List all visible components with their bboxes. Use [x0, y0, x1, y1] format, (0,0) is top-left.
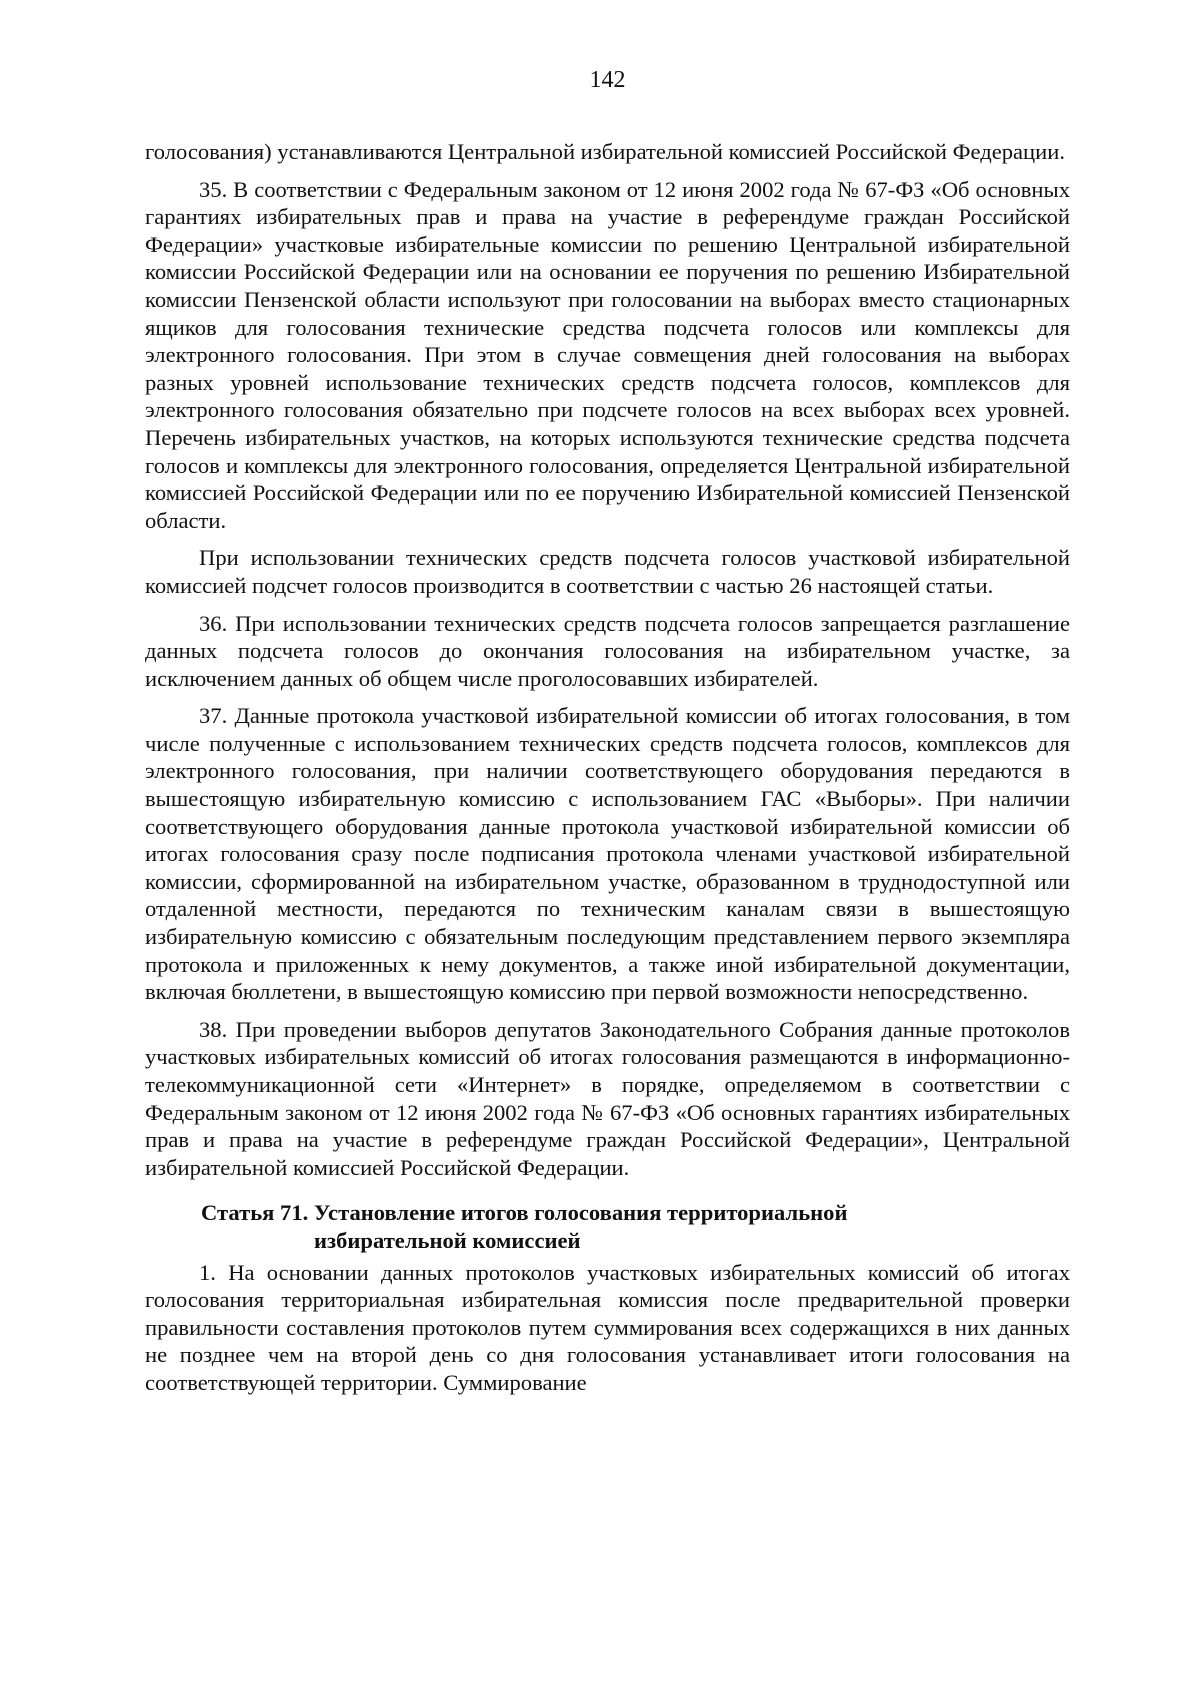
paragraph-continuation: голосования) устанавливаются Центральной избирательной комиссией Российской Федерации. [145, 139, 1065, 164]
paragraph-37: 37. Данные протокола участковой избирательной комиссии об итогах голосования, в том числе полученные с использованием технических средств подсчета голосов, комплексов для электронного голосования, при наличии соответствующего оборудования передаются в вышестоящую избирательную комиссию с использованием ГАС «Выборы». При наличии соответствующего оборудования данные протокола участковой избирательной комиссии об итогах голосования сразу после подписания протокола членами участковой избирательной комиссии, сформированной на избирательном участке, образованном в труднодоступной или отдаленной местности, передаются по техническим каналам связи в вышестоящую избирательную комиссию с обязательным последующим представлением первого экземпляра протокола и приложенных к нему документов, а также иной избирательной документации, включая бюллетени, в вышестоящую комиссию при первой возможности непосредственно. [145, 703, 1070, 1005]
paragraph-38: 38. При проведении выборов депутатов Законодательного Собрания данные протоколов участковых избирательных комиссий об итогах голосования размещаются в информационно-телекоммуникационной сети «Интернет» в порядке, определяемом в соответствии с Федеральным законом от 12 июня 2002 года № 67-ФЗ «Об основных гарантиях избирательных прав и права на участие в референдуме граждан Российской Федерации», Центральной избирательной комиссией Российской Федерации. [145, 1016, 1070, 1180]
paragraph-35-part-2: При использовании технических средств подсчета голосов участковой избирательной комиссией подсчет голосов производится в соответствии с частью 26 настоящей статьи. [145, 545, 1070, 598]
paragraph-35: 35. В соответствии с Федеральным законом от 12 июня 2002 года № 67-ФЗ «Об основных гарантиях избирательных прав и права на участие в референдуме граждан Российской Федерации» участковые избирательные комиссии по решению Центральной избирательной комиссии Российской Федерации или на основании ее поручения по решению Избирательной комиссии Пензенской области используют при голосовании на выборах вместо стационарных ящиков для голосования технические средства подсчета голосов или комплексы для электронного голосования. При этом в случае совмещения дней голосования на выборах разных уровней использование технических средств подсчета голосов, комплексов для электронного голосования обязательно при подсчете голосов на всех выборах всех уровней. Перечень избирательных участков, на которых используются технические средства подсчета голосов и комплексы для электронного голосования, определяется Центральной избирательной комиссией Российской Федерации или по ее поручению Избирательной комиссией Пензенской области. [145, 176, 1070, 533]
article-heading-line1: Статья 71. Установление итогов голосования территориальной [201, 1200, 848, 1226]
paragraph-36: 36. При использовании технических средств подсчета голосов запрещается разглашение данных подсчета голосов до окончания голосования на избирательном участке, за исключением данных об общем числе проголосовавших избирателей. [145, 610, 1070, 691]
article-paragraph-1: 1. На основании данных протоколов участковых избирательных комиссий об итогах голосования территориальная избирательная комиссия после предварительной проверки правильности составления протоколов путем суммирования всех содержащихся в них данных не позднее чем на второй день со дня голосования устанавливает итоги голосования на соответствующей территории. Суммирование [145, 1259, 1070, 1395]
article-heading [145, 1199, 1070, 1254]
page-number: 142 [589, 67, 626, 93]
article-heading-line2: избирательной комиссией [314, 1227, 581, 1253]
